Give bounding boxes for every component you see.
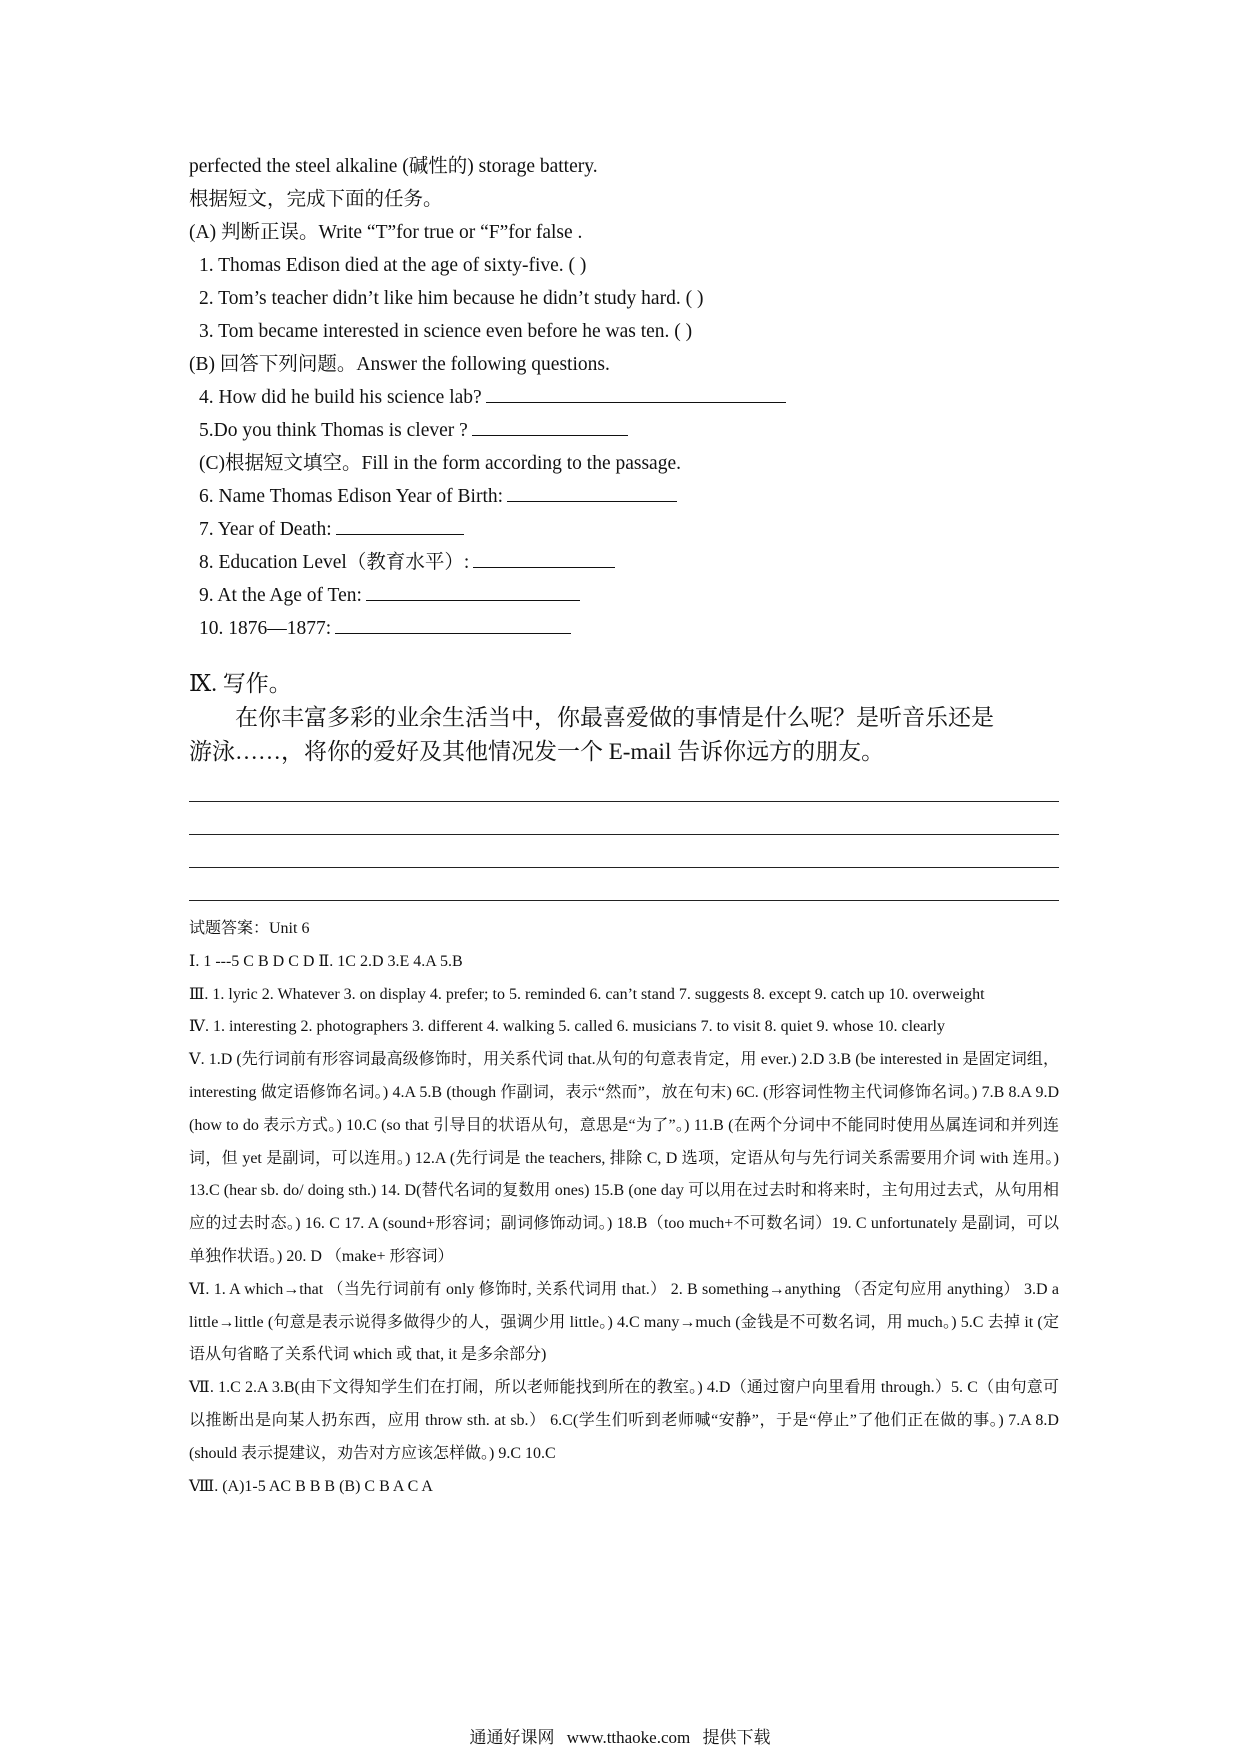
question-1: 1. Thomas Edison died at the age of sixty-five. ( ) bbox=[199, 255, 587, 276]
question-8-text: 8. Education Level（教育水平）: bbox=[199, 552, 470, 573]
intro-line-1: perfected the steel alkaline (碱性的) storage battery. bbox=[189, 156, 598, 177]
answer-blank-6[interactable] bbox=[507, 483, 677, 502]
footer-site-name: 通通好课网 bbox=[469, 1728, 555, 1747]
part-c-heading: (C)根据短文填空。Fill in the form according to the passage. bbox=[199, 453, 681, 474]
answer-key-row-5: Ⅴ. 1.D (先行词前有形容词最高级修饰时，用关系代词 that.从句的句意表肯定，用 ever.) 2.D 3.B (be interested in 是固定词组，interesting 做定语修饰名词。) 4.A 5.B (though 作副词，表示“然而”，放在句末) 6C. (形容词性物主代词修饰名词。) 7.B 8.A 9.D (how to do 表示方式。) 10.C (so that 引导目的状语从句，意思是“为了”。) 11.B (在两个分词中不能同时使用丛属连词和并列连词，但 yet 是副词，可以连用。) 12.A (先行词是 the teachers, 排除 C, D 选项，定语从句与先行词关系需要用介词 with 连用。) 13.C (hear sb. do/ doing sth.) 14. D(替代名词的复数用 ones) 15.B (one day 可以用在过去时和将来时，主句用过去式，从句用相应的过去时态。) 16. C 17. A (sound+形容词；副词修饰动词。) 18.B（too much+不可数名词）19. C unfortunately 是副词，可以单独作状语。) 20. D （make+ 形容词） bbox=[189, 1051, 1059, 1265]
question-7-text: 7. Year of Death: bbox=[199, 519, 332, 540]
answer-key bbox=[189, 913, 1059, 1503]
answer-blank-8[interactable] bbox=[473, 549, 615, 568]
question-7 bbox=[189, 513, 1059, 546]
question-8 bbox=[189, 546, 1059, 579]
writing-prompt-line-2: 游泳……，将你的爱好及其他情况发一个 E-mail 告诉你远方的朋友。 bbox=[189, 739, 885, 764]
answer-key-title: 试题答案：Unit 6 bbox=[189, 920, 310, 937]
answer-blank-9[interactable] bbox=[366, 582, 580, 601]
question-10-text: 10. 1876—1877: bbox=[199, 618, 332, 639]
answer-key-row-1: Ⅰ. 1 ---5 C B D C D Ⅱ. 1C 2.D 3.E 4.A 5.B bbox=[189, 952, 463, 970]
answer-blank-5[interactable] bbox=[472, 417, 628, 436]
question-9-text: 9. At the Age of Ten: bbox=[199, 585, 362, 606]
writing-line-2[interactable] bbox=[189, 802, 1059, 835]
answer-key-row-4: Ⅳ. 1. interesting 2. photographers 3. different 4. walking 5. called 6. musicians 7. to visit 8. quiet 9. whose 10. clearly bbox=[189, 1018, 945, 1036]
answer-blank-7[interactable] bbox=[336, 516, 464, 535]
answer-blank-4[interactable] bbox=[486, 384, 786, 403]
writing-line-1[interactable] bbox=[189, 769, 1059, 802]
writing-line-3[interactable] bbox=[189, 835, 1059, 868]
writing-title: Ⅸ. 写作。 bbox=[189, 671, 292, 696]
question-6 bbox=[189, 480, 1059, 513]
question-5 bbox=[189, 414, 1059, 447]
footer-suffix: 提供下载 bbox=[702, 1728, 771, 1747]
question-6-text: 6. Name Thomas Edison Year of Birth: bbox=[199, 486, 504, 507]
question-10 bbox=[189, 612, 1059, 645]
answer-blank-10[interactable] bbox=[335, 615, 571, 634]
question-4 bbox=[189, 381, 1059, 414]
part-b-heading: (B) 回答下列问题。Answer the following questions. bbox=[189, 354, 610, 375]
writing-prompt-line-1: 在你丰富多彩的业余生活当中，你最喜爱做的事情是什么呢？是听音乐还是 bbox=[235, 705, 994, 730]
writing-line-4[interactable] bbox=[189, 868, 1059, 901]
question-9 bbox=[189, 579, 1059, 612]
page-footer bbox=[0, 1723, 1240, 1748]
answer-key-row-7: Ⅶ. 1.C 2.A 3.B(由下文得知学生们在打闹，所以老师能找到所在的教室。) 4.D（通过窗户向里看用 through.）5. C（由句意可以推断出是向某人扔东西，应用 throw sth. at sb.） 6.C(学生们听到老师喊“安静”，于是“停止”了他们正在做的事。) 7.A 8.D (should 表示提建议，劝告对方应该怎样做。) 9.C 10.C bbox=[189, 1379, 1059, 1462]
question-2: 2. Tom’s teacher didn’t like him because he didn’t study hard. ( ) bbox=[199, 288, 704, 309]
footer-url[interactable]: www.tthaoke.com bbox=[566, 1728, 691, 1747]
answer-key-row-6: Ⅵ. 1. A which→that （当先行词前有 only 修饰时, 关系代词用 that.） 2. B something→anything （否定句应用 anything） 3.D a little→little (句意是表示说得多做得少的人，强调少用 little。) 4.C many→much (金钱是不可数名词，用 much。) 5.C 去掉 it (定语从句省略了关系代词 which 或 that, it 是多余部分) bbox=[189, 1280, 1059, 1364]
answer-key-row-3: Ⅲ. 1. lyric 2. Whatever 3. on display 4. prefer; to 5. reminded 6. can’t stand 7. suggests 8. except 9. catch up 10. overweight bbox=[189, 985, 985, 1003]
answer-key-row-8: Ⅷ. (A)1-5 AC B B B (B) C B A C A bbox=[189, 1477, 433, 1495]
intro-line-2: 根据短文，完成下面的任务。 bbox=[189, 189, 443, 210]
question-4-text: 4. How did he build his science lab? bbox=[199, 387, 482, 408]
part-a-heading: (A) 判断正误。Write “T”for true or “F”for false . bbox=[189, 222, 583, 243]
question-5-text: 5.Do you think Thomas is clever ? bbox=[199, 420, 468, 441]
worksheet-page bbox=[189, 150, 1059, 1503]
question-3: 3. Tom became interested in science even before he was ten. ( ) bbox=[199, 321, 693, 342]
